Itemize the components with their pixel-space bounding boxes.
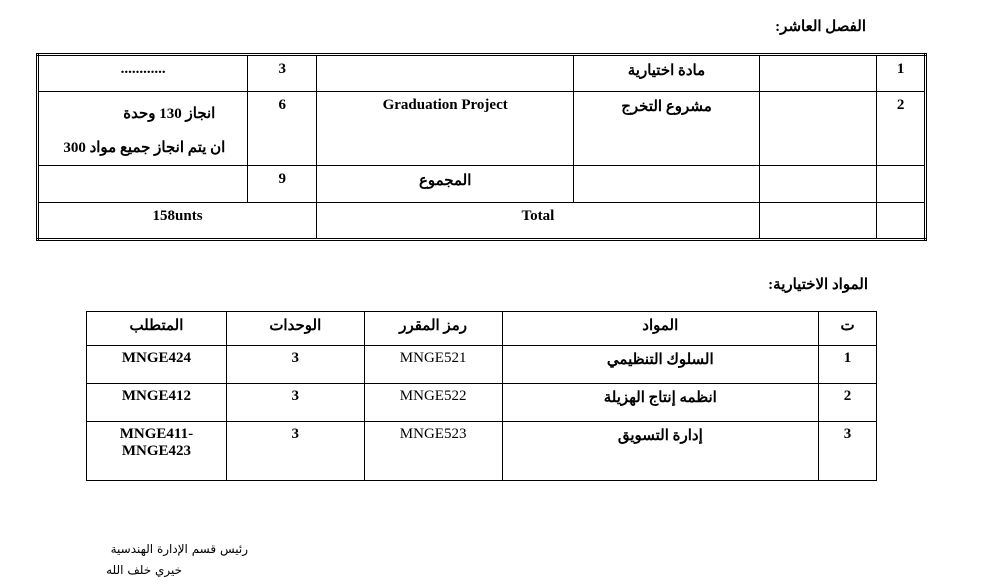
prereq-line: MNGE423 — [121, 443, 192, 459]
subject-cell: السلوك التنظيمي — [502, 346, 819, 384]
empty-cell — [38, 166, 248, 203]
units-cell: 3 — [248, 55, 317, 92]
table-row — [38, 92, 926, 166]
units-cell: 3 — [226, 422, 364, 481]
prereq-line: MNGE411- — [119, 426, 194, 442]
code-cell: MNGE521 — [364, 346, 502, 384]
table-row — [87, 346, 877, 384]
subject-cell: انظمه إنتاج الهزيلة — [502, 384, 819, 422]
sum-label-cell: المجموع — [317, 166, 574, 203]
prereq-cell — [38, 92, 248, 166]
row-number-cell: 2 — [877, 92, 926, 166]
empty-cell — [877, 166, 926, 203]
prereq-cell — [87, 422, 227, 481]
semester-heading: الفصل العاشر: — [775, 19, 866, 35]
arabic-name-cell: مشروع التخرج — [574, 92, 759, 166]
prereq-line: انجاز 130 وحدة — [123, 106, 216, 122]
header-units: الوحدات — [226, 312, 364, 346]
header-code: رمز المقرر — [364, 312, 502, 346]
header-no: ت — [819, 312, 877, 346]
prereq-line: ان يتم انجاز جميع مواد 300 — [63, 140, 226, 156]
empty-cell — [759, 203, 876, 240]
total-label-cell: Total — [317, 203, 760, 240]
arabic-name-cell: مادة اختيارية — [574, 55, 759, 92]
empty-cell — [759, 92, 876, 166]
empty-cell — [759, 166, 876, 203]
code-cell: MNGE522 — [364, 384, 502, 422]
total-value-cell: 158unts — [38, 203, 317, 240]
table-row — [38, 203, 926, 240]
empty-cell — [759, 55, 876, 92]
table-header-row — [87, 312, 877, 346]
english-name-cell: Graduation Project — [317, 92, 574, 166]
subject-cell: إدارة التسويق — [502, 422, 819, 481]
row-number-cell: 1 — [877, 55, 926, 92]
table-row — [38, 166, 926, 203]
signature-title: رئيس قسم الإدارة الهندسية — [110, 542, 248, 556]
units-cell: 9 — [248, 166, 317, 203]
code-cell: MNGE523 — [364, 422, 502, 481]
prereq-cell: MNGE412 — [87, 384, 227, 422]
table-row — [87, 422, 877, 481]
header-prereq: المتطلب — [87, 312, 227, 346]
units-cell: 3 — [226, 384, 364, 422]
english-name-cell — [317, 55, 574, 92]
table-row — [87, 384, 877, 422]
electives-heading: المواد الاختيارية: — [768, 277, 868, 293]
table-row — [38, 55, 926, 92]
empty-cell — [574, 166, 759, 203]
prereq-cell: MNGE424 — [87, 346, 227, 384]
electives-table — [86, 311, 877, 481]
row-number-cell: 3 — [819, 422, 877, 481]
row-number-cell: 2 — [819, 384, 877, 422]
units-cell: 6 — [248, 92, 317, 166]
semester-table — [36, 53, 927, 241]
empty-cell — [877, 203, 926, 240]
prereq-cell: ............ — [38, 55, 248, 92]
row-number-cell: 1 — [819, 346, 877, 384]
signature-name: خيري خلف الله — [106, 563, 182, 577]
units-cell: 3 — [226, 346, 364, 384]
header-subject: المواد — [502, 312, 819, 346]
